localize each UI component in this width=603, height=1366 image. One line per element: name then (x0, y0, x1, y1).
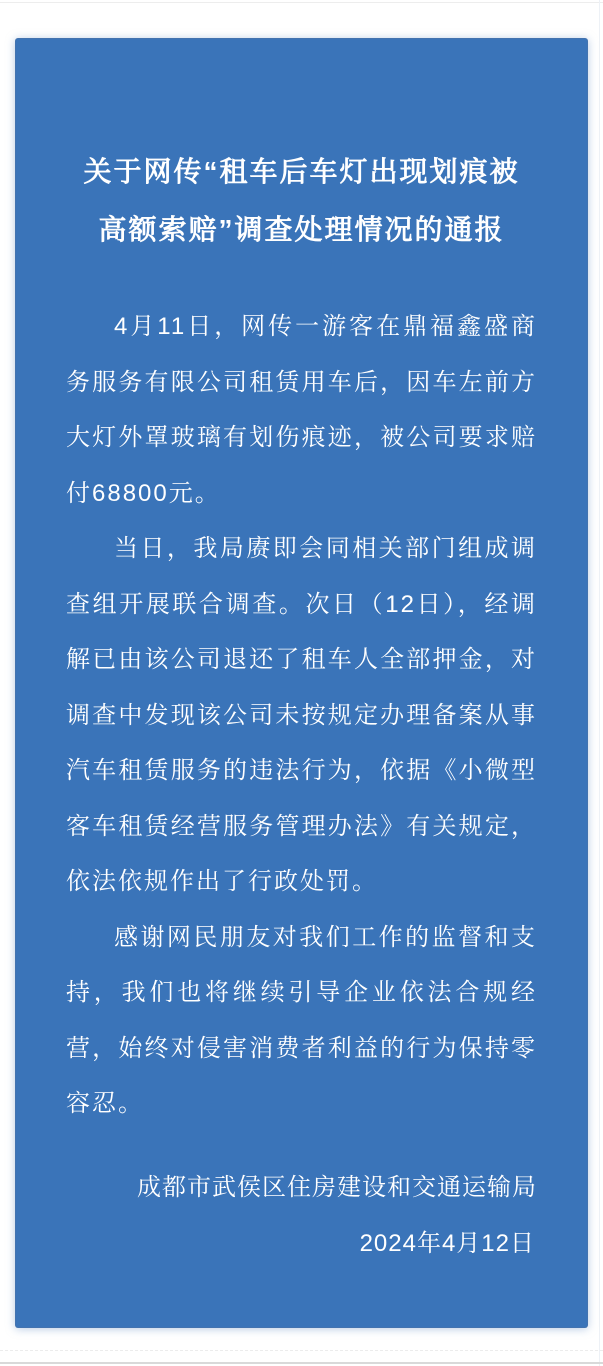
issuing-authority: 成都市武侯区住房建设和交通运输局 (137, 1173, 537, 1201)
title-line-2: 高额索赔”调查处理情况的通报 (98, 214, 505, 245)
issue-date: 2024年4月12日 (359, 1229, 535, 1257)
title-line-1: 关于网传“租车后车灯出现划痕被 (83, 156, 520, 187)
notice-body (66, 299, 537, 1132)
signature-block (66, 1160, 537, 1272)
paragraph-thanks: 感谢网民朋友对我们工作的监督和支持，我们也将继续引导企业依法合规经营，始终对侵害消费者利益的行为保持零容忍。 (66, 923, 537, 1117)
bottom-divider (0, 1362, 603, 1364)
paragraph-incident: 4月11日，网传一游客在鼎福鑫盛商务服务有限公司租赁用车后，因车左前方大灯外罩玻璃有划伤痕迹，被公司要求赔付68800元。 (66, 313, 537, 507)
bottom-dashed-divider (0, 1350, 603, 1351)
notice-card (15, 38, 588, 1328)
top-divider (0, 2, 603, 3)
notice-title (66, 143, 537, 259)
right-edge-line (599, 0, 600, 1366)
paragraph-investigation: 当日，我局赓即会同相关部门组成调查组开展联合调查。次日（12日），经调解已由该公司退还了租车人全部押金，对调查中发现该公司未按规定办理备案从事汽车租赁服务的违法行为，依据《小微型客车租赁经营服务管理办法》有关规定，依法依规作出了行政处罚。 (66, 535, 537, 895)
